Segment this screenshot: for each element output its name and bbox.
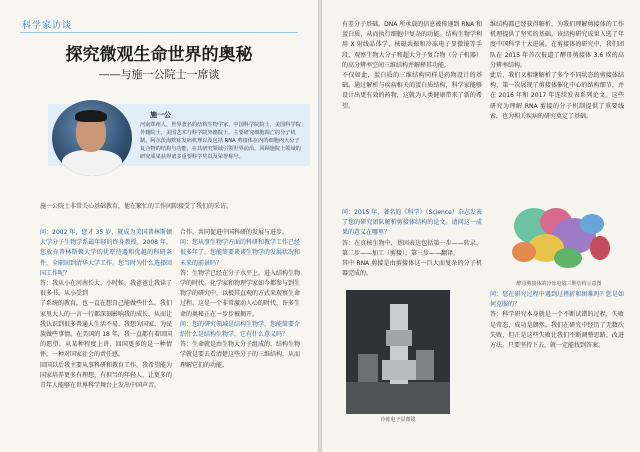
interview-answer: 此后，我们又相继解析了多个不同状态的剪接体结构，第一次展现了剪接体催化中心的结构细节，并在 2016 年和 2017 年连续发表系列论文。这些研究为理解 RNA 剪接的分子机制提供了重要线索，也为相关疾病的研究奠定了基础。 — [490, 72, 624, 120]
lead-text: 施一公院士非常关心基础教育，他在繁忙的工作间隙接受了我们的采访。 — [40, 203, 233, 210]
microscope-caption: 冷冻电子显微镜 — [380, 417, 416, 423]
portrait-photo — [52, 100, 132, 176]
interview-question: 问：您从事生物学方面的科研和教学工作已经很多年了，您能简要谈谈生物学的发展状况和未来的前景吗？ — [180, 239, 300, 267]
interview-answer: 合作，共同促进中国科研的发展与进步。 — [180, 229, 289, 236]
section-divider — [20, 32, 298, 33]
interview-question: 问：2015 年，著名的《科学》（Science）杂志发表了您的研究团队解析剪接体结构的论文。请问这一成果的意义在哪里？ — [342, 209, 482, 237]
interview-answer: 答：我从小在河南长大，小时候，我爸爸让我读了很多书，从小受到 — [40, 280, 172, 298]
left-page — [0, 0, 318, 452]
profile-name: 施一公 — [150, 111, 171, 119]
interview-answer: 其中 RNA 剪接是由剪接体这一巨大而复杂的分子机器完成的。 — [342, 260, 482, 278]
interview-question: 问：2002 年，您才 35 岁，就成为美国普林斯顿大学分子生物学系最年轻的终身教授。2008 年，您放弃普林斯顿大学的优厚待遇和优越的科研条件，全职回到清华大学工作。您当时为什么选择回国工作呢？ — [40, 229, 172, 277]
right-column-2 — [490, 20, 624, 190]
interview-question: 问：您在研究过程中遇到过挫折和困难吗？您是如何克服的？ — [490, 291, 624, 309]
interview-answer: 回国以后我主要从事科研和教育工作，我希望能为国家培养更多有理想、有担当的年轻人，让更多的青年人能够在世界科学舞台上发出中国声音。 — [40, 361, 172, 390]
microscope-photo — [346, 290, 450, 414]
interview-answer: 答：科学研究本身就是一个不断试错的过程，失败是常态，成功是偶然。我们在研究中经历了无数次失败，但正是这些失败让我们不断调整思路、改进方法。只要坚持下去，就一定能找到答案。 — [490, 311, 624, 350]
spliceosome-structure-image — [494, 196, 624, 278]
spliceosome-caption: 酵母剪接体的冷冻电镜三维结构示意图 — [516, 281, 602, 287]
profile-bio: 河南郑州人，世界著名的结构生物学家，中国科学院院士，美国科学院外籍院士，美国艺术与科学院外籍院士。主要研究细胞凋亡的分子机制、阿尔茨海默症发病机理以及包括 RNA 剪接体在内的细胞内大分子复合物的结构与功能，在其研究领域引领世界前沿。回顾施院士领域的研究成果获得诸多重要科学奖以及荣誉称号。 — [140, 122, 301, 160]
section-label: 科学家访谈 — [22, 21, 73, 31]
right-bottom-column — [490, 290, 624, 440]
interview-answer: 答：在真核生物中，基因表达包括第一步——转录，第二步——加工（剪接），第三步——翻译。 — [342, 239, 482, 257]
interview-answer: 不仅如此，蛋白质的三维结构同样是药物设计的基础。通过解析与疾病相关的蛋白质结构，科学家能够设计出更有效的药物，这就为人类健康带来了新的希望。 — [342, 72, 482, 110]
interview-answer: 答：生命就是由生物大分子组成的，结构生物学就是要去看清楚这些分子的三维结构，从而理解它们的功能。 — [180, 341, 300, 369]
right-column-1 — [342, 20, 482, 202]
interview-answer: 维结构都已经获得解析，为我们理解剪接体的工作机理提供了坚实的基础。该结构研究成果入选了年度中国科学十大进展。在剪接体的研究中，我们团队在 2015 年首次报道了酵母剪接体 3.6 埃的高分辨率结构。 — [490, 21, 624, 69]
article-subtitle: ——与施一公院士一席谈 — [98, 68, 220, 81]
interview-answer: 答：生物学已经在分子水平上，进入结构生物学的时代。化学家和物理学家如今都参与到生物学的研究中，以极其直观的方式来观察生命过程。这是一个非常激动人心的时代，许多生命的奥秘正在一步步被揭开。 — [180, 269, 300, 318]
left-column-1 — [40, 228, 172, 450]
left-column-2 — [180, 228, 300, 450]
right-mid-column — [342, 208, 482, 280]
interview-answer: 有差分子基础。DNA 所承载的信息被传递到 RNA 和蛋白质，从而执行细胞中复杂的功能。结构生物学利用 X 射线晶体学、核磁共振和冷冻电子显微镜等手段，观察生物大分子和超大分子复合物（分子机器）的高分辨率空间三维结构并解释其功能。 — [342, 21, 482, 69]
interview-question: 问：您的研究领域是结构生物学，您能简要介绍什么是结构生物学，它有什么意义吗？ — [180, 320, 300, 339]
article-title: 探究微观生命世界的奥秘 — [65, 45, 253, 65]
interview-answer: 了系统的教育，也一直在想自己能做些什么。我们家里大人的一言一行都深刻影响我的成长，从而让我认识到很多普通人生活不易、我想为国家、为民族做些事情。在美国的 18 年，我一直都有着回国的愿望。从某种程度上讲，回国更多的是一种情怀，一种对国家社会的责任感。 — [40, 300, 172, 359]
right-page — [322, 0, 640, 452]
